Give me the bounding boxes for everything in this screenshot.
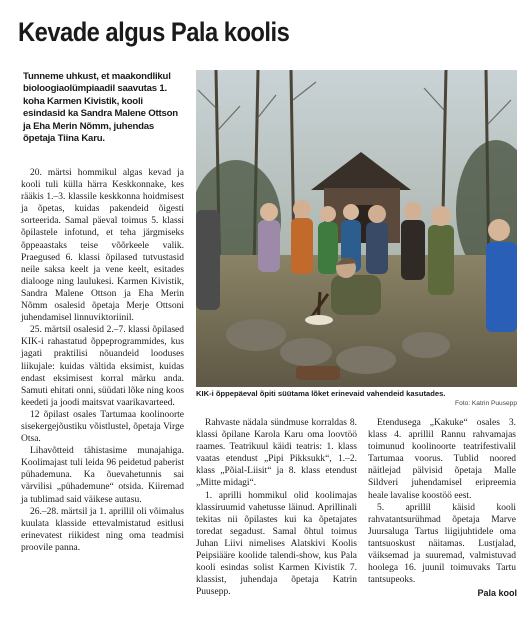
- paragraph: 5. aprillil käisid kooli rahvatantsurühmad õpetaja Marve Juursaluga Tartus liigijuhtidele oma tantsuoskust näitamas. Lustjalad, väiksemad ja suuremad, valmistuvad hoolega 16. juunil toimuvaks Tartu tantsupeoks.: [368, 502, 516, 586]
- paragraph: Rahvaste nädala sündmuse korraldas 8. klassi õpilane Karola Karu oma loovtöö raames. Teatrikuul käidi teatris: 1. klass vaatas etendust „Pipi Pikksukk“, 1.–2. klass „Põial-Liisit“ ja 8. klass etendust „Mitte midagi“.: [196, 418, 357, 489]
- headline: Kevade algus Pala koolis: [18, 17, 290, 47]
- paragraph: 25. märtsil osalesid 2.–7. klassi õpilased KIK-i rahastatud õppeprogrammides, kus jagati praktilisi nõuandeid looduses liikujale: kuidas vältida eksimist, kuidas endast eksimisest korral märku anda. Samuti ehitati onni, süüdati lõke ning koos keedeti ja joodi maitsvat vaarikavarteed.: [21, 325, 184, 408]
- photo-credit: Foto: Katrin Puusepp: [455, 400, 517, 407]
- article-column-2: [196, 417, 357, 598]
- paragraph: 12 õpilast osales Tartumaa koolinoorte sisekergejõustiku võistlustel, õpetaja Virge Otsa.: [21, 409, 184, 445]
- paragraph: 26.–28. märtsil ja 1. aprillil oli võimalus kuulata klasside ettevalmistatud esitlusi erinevatest riikidest ning oma teadmisi proovile panna.: [21, 506, 184, 553]
- paragraph: 1. aprilli hommikul olid koolimajas klassiruumid vahetusse läinud. Aprillinali tekitas nii õpilastes kui ka õpetajates toredat segadust. Samal õhtul toimus Juhan Liivi nimelises Alatskivi Koolis Peipsiääre koolide talendi-show, kus Pala kooli esindas solist Karmen Kivistik 7. klassist, juhendaja õpetaja Katrin Puusepp.: [196, 490, 357, 598]
- article-column-1: [21, 167, 184, 554]
- paragraph: Etendusega „Kakuke“ osales 3. klass 4. aprillil Rannu rahvamajas toimunud koolinoorte teatrifestivalil Tartumaa voorus. Tublid noored näitlejad pälvisid õpetaja Malle Sildveri juhendamisel eripreemia heale lavalise koostöö eest.: [368, 418, 516, 501]
- photo-caption: KIK-i õppepäeval õpiti süütama lõket erinevaid vahendeid kasutades.: [196, 389, 446, 398]
- paragraph: Lihavõtteid tähistasime munajahiga. Koolimajast tuli leida 96 peidetud paberist pühademuna. Ka õuevahetunnis sai värvilisi „pühademune“ otsida. Kiiremad ja tublimad said väikese autasu.: [21, 446, 184, 505]
- article-photo: [196, 70, 517, 387]
- author-signature: Pala kool: [477, 588, 517, 598]
- paragraph: 20. märtsi hommikul algas kevad ja kooli tuli külla härra Keskkonnake, kes rääkis 1.–3. klassile keskkonna hoidmisest ja õpetas, kuidas pakendeid õigesti sorteerida. Samal päeval toimus 5. klassi õpilastele infotund, et teha järgmiseks õppeaastaks teise võõrkeele valik. Praegused 6. klassi õpilased tutvustasid neile saksa keelt ja vene keelt, esitades dialooge ning laulukesi. Karmen Kivistik, Sandra Malene Ottson ja Eha Merin Nõmm osalesid õpetaja Merje Ottsoni juhendamisel linnuviktoriinil.: [21, 168, 184, 324]
- article-column-3: [368, 417, 516, 586]
- lead-paragraph: Tunneme uhkust, et maakondlikul bioloogiaolümpiaadil saavutas 1. koha Karmen Kivistik, kooli esindasid ka Sandra Malene Ottson ja Eha Merin Nõmm, juhendas õpetaja Tiina Karu.: [23, 71, 178, 145]
- photo-illustration: [196, 70, 517, 387]
